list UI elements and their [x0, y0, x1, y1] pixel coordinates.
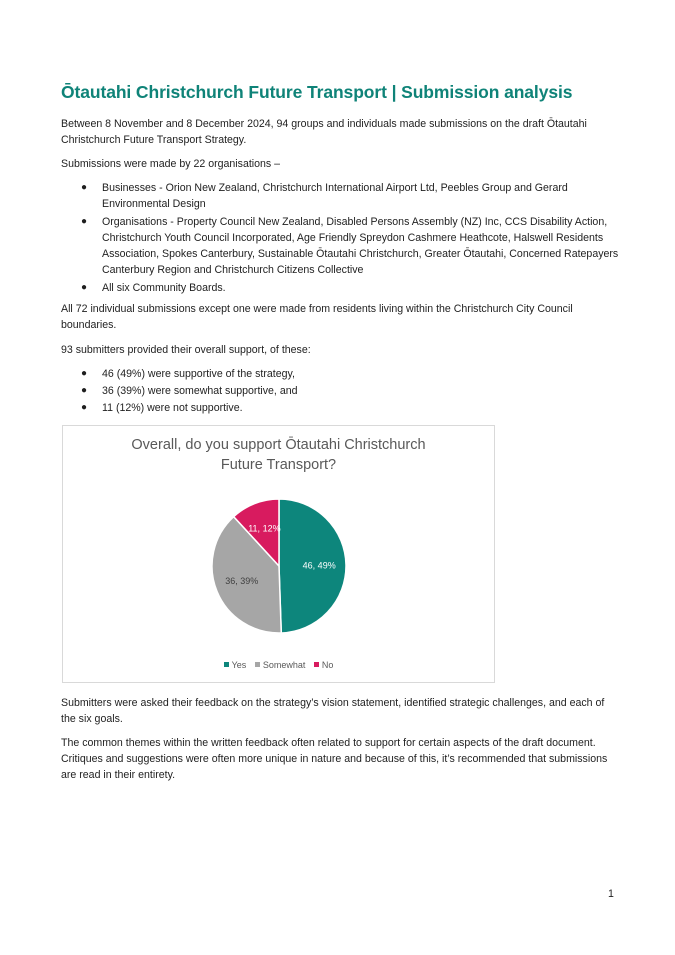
- bullet-icon: ●: [81, 385, 88, 396]
- chart-legend: [63, 660, 494, 670]
- legend-item-somewhat: [255, 660, 306, 670]
- intro-paragraph: Between 8 November and 8 December 2024, 94 groups and individuals made submissions on the draft Ōtautahi Christchurch Future Transport Strategy.: [61, 118, 587, 146]
- chart-title-line-2: Future Transport?: [220, 457, 337, 473]
- feedback-paragraph: Submitters were asked their feedback on the strategy’s vision statement, identified strategic challenges, and each of the six goals.: [61, 697, 605, 725]
- list-item-text: Organisations - Property Council New Zealand, Disabled Persons Assembly (NZ) Inc, CCS Disability Action, Christchurch Youth Council Incorporated, Age Friendly Spreydon Cashmere Heathcote, Halswell Residents Association, Spokes Canterbury, Sustainable Ōtautahi Christchurch, Greater Ōtautahi, Concerned Ratepayers Canterbury Region and Christchurch Citizens Collective: [102, 216, 619, 276]
- list-item-text: 11 (12%) were not supportive.: [102, 402, 243, 414]
- legend-label-yes: Yes: [231, 660, 247, 670]
- list-item-text: 36 (39%) were somewhat supportive, and: [102, 385, 298, 397]
- legend-label-somewhat: Somewhat: [262, 660, 306, 670]
- legend-swatch-no: [314, 662, 319, 667]
- individuals-paragraph: All 72 individual submissions except one were made from residents living within the Christchurch City Council boundaries.: [61, 303, 573, 331]
- list-item-text: Businesses - Orion New Zealand, Christchurch International Airport Ltd, Peebles Group and Gerard Environmental Design: [102, 182, 568, 210]
- page-number: 1: [608, 888, 614, 900]
- organisations-list: [61, 180, 621, 298]
- legend-swatch-somewhat: [255, 662, 260, 667]
- list-item: [61, 400, 621, 416]
- list-item: [61, 383, 621, 399]
- pie-chart-svg: [63, 426, 494, 682]
- legend-label-no: No: [321, 660, 334, 670]
- support-list: [61, 366, 621, 417]
- list-item: [61, 180, 621, 212]
- pie-data-label-no: 11, 12%: [248, 523, 281, 534]
- bullet-icon: ●: [81, 182, 88, 193]
- chart-title-line-1: Overall, do you support Ōtautahi Christchurch: [131, 437, 426, 453]
- legend-item-no: [314, 660, 334, 670]
- bullet-icon: ●: [81, 402, 88, 413]
- bullet-icon: ●: [81, 368, 88, 379]
- list-item: [61, 214, 621, 278]
- support-pie-chart: [62, 425, 495, 683]
- list-item-text: All six Community Boards.: [102, 282, 226, 294]
- list-item-text: 46 (49%) were supportive of the strategy,: [102, 368, 295, 380]
- bullet-icon: ●: [81, 216, 88, 227]
- list-item: [61, 366, 621, 382]
- themes-paragraph: The common themes within the written feedback often related to support for certain aspects of the draft document. Critiques and suggestions were often more unique in nature and because of this, it’s recommended that submissions are read in their entirety.: [61, 737, 608, 781]
- list-item: [61, 280, 621, 296]
- pie-data-label-yes: 46, 49%: [302, 560, 336, 571]
- legend-swatch-yes: [224, 662, 229, 667]
- pie-data-label-somewhat: 36, 39%: [225, 576, 259, 587]
- support-intro: 93 submitters provided their overall support, of these:: [61, 344, 311, 356]
- organisations-intro: Submissions were made by 22 organisations –: [61, 158, 281, 170]
- page-title: Ōtautahi Christchurch Future Transport | Submission analysis: [61, 82, 573, 102]
- bullet-icon: ●: [81, 282, 88, 293]
- legend-item-yes: [224, 660, 247, 670]
